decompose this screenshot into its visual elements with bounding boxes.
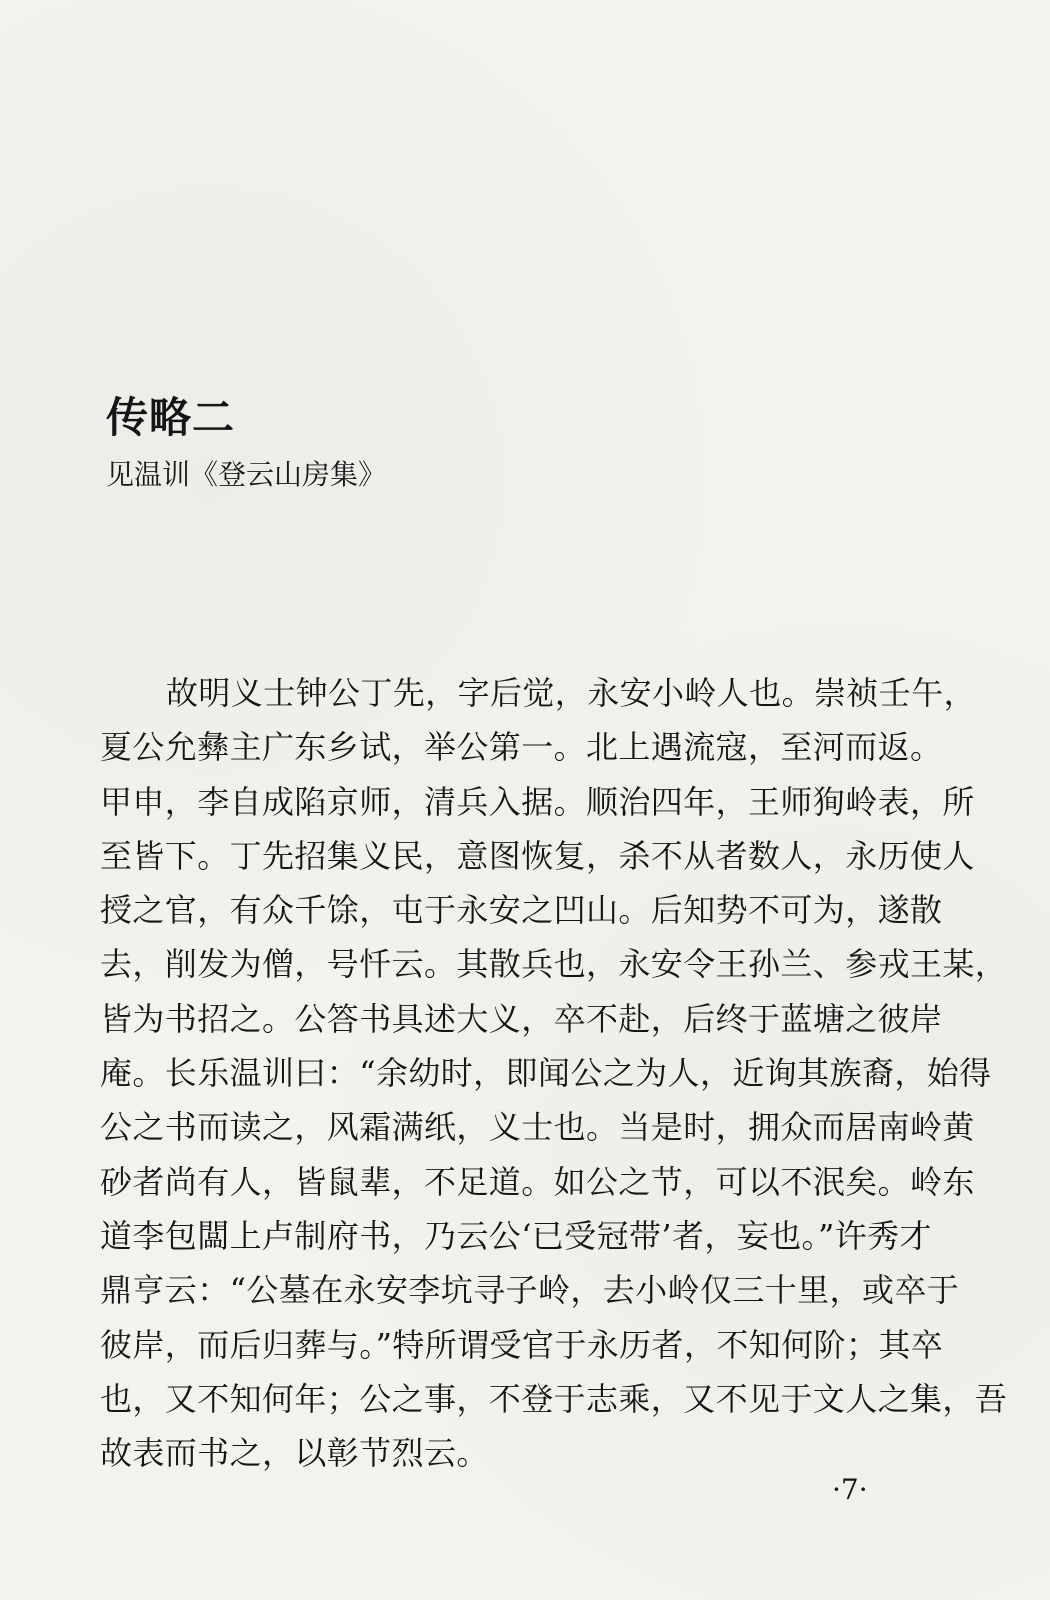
source-citation: 见温训《登云山房集》 bbox=[106, 458, 387, 491]
text-line: 彼岸，而后归葬与。”特所谓受官于永历者，不知何阶；其卒 bbox=[100, 1325, 944, 1364]
text-line: 庵。长乐温训曰：“余幼时，即闻公之为人，近询其族裔，始得 bbox=[100, 1054, 992, 1093]
text-line: 公之书而读之，风霜满纸，义士也。当是时，拥众而居南岭黄 bbox=[100, 1108, 975, 1147]
text-line: 去，削发为僧，号忏云。其散兵也，永安令王孙兰、参戎王某， bbox=[100, 945, 1008, 984]
text-line: 故明义士钟公丁先，字后觉，永安小岭人也。崇祯壬午， bbox=[166, 674, 977, 712]
text-line: 甲申，李自成陷京师，清兵入据。顺治四年，王师狥岭表，所 bbox=[100, 782, 975, 821]
text-line: 砂者尚有人，皆鼠辈，不足道。如公之节，可以不泯矣。岭东 bbox=[100, 1162, 975, 1201]
text-line: 夏公允彝主广东乡试，举公第一。北上遇流寇，至河而返。 bbox=[100, 728, 943, 767]
text-line: 授之官，有众千馀，屯于永安之凹山。后知势不可为，遂散 bbox=[100, 891, 943, 930]
text-line: 鼎亨云：“公墓在永安李坑寻子岭，去小岭仅三十里，或卒于 bbox=[100, 1271, 960, 1310]
page-number: ·7· bbox=[832, 1473, 868, 1506]
section-title: 传略二 bbox=[106, 393, 236, 442]
text-line: 故表而书之，以彰节烈云。 bbox=[100, 1434, 489, 1473]
body-paragraph bbox=[100, 666, 1008, 1480]
text-line: 皆为书招之。公答书具述大义，卒不赴，后终于蓝塘之彼岸 bbox=[100, 999, 943, 1038]
text-line: 道李包闆上卢制府书，乃云公‘已受冠带’者，妄也。”许秀才 bbox=[100, 1216, 932, 1255]
text-line: 也，又不知何年；公之事，不登于志乘，又不见于文人之集，吾 bbox=[100, 1379, 1008, 1418]
text-line: 至皆下。丁先招集义民，意图恢复，杀不从者数人，永历使人 bbox=[100, 836, 975, 875]
